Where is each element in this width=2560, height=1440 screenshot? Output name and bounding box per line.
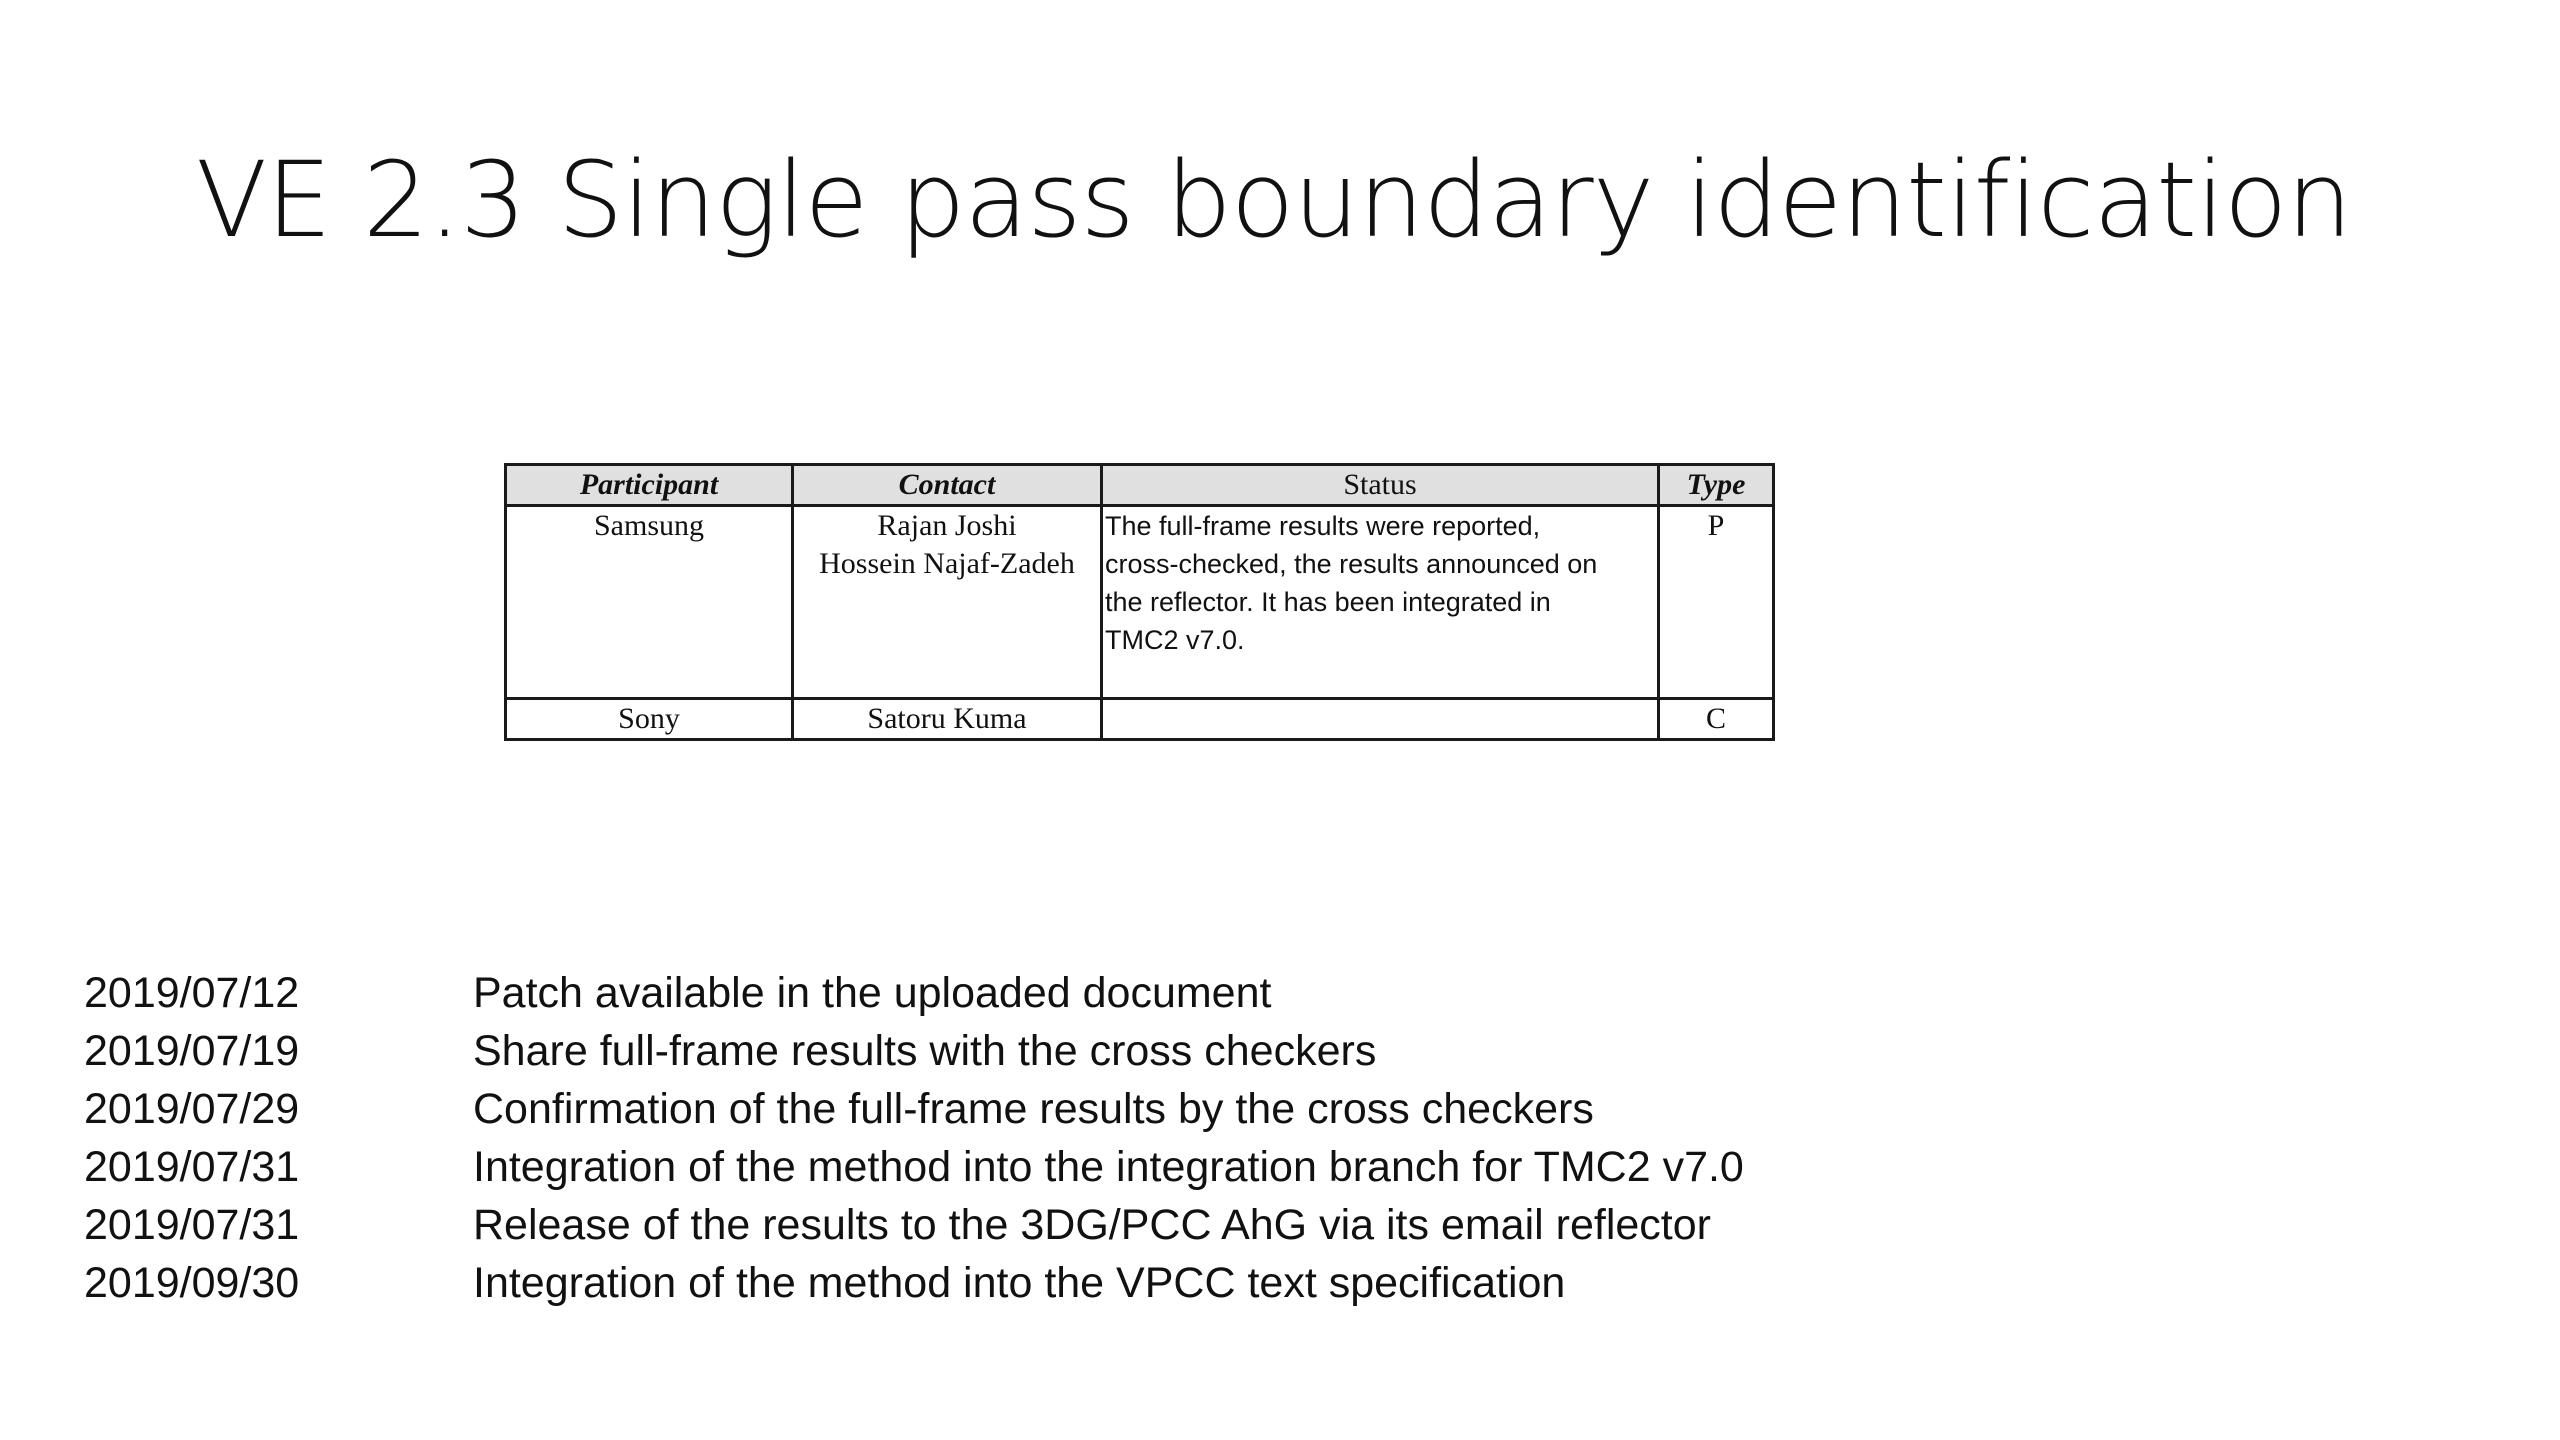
timeline-text: Share full-frame results with the cross checkers bbox=[473, 1027, 1377, 1075]
timeline-item bbox=[84, 1254, 1744, 1312]
status-line: the reflector. It has been integrated in bbox=[1105, 587, 1551, 617]
timeline-date: 2019/09/30 bbox=[84, 1259, 300, 1307]
header-contact: Contact bbox=[793, 465, 1102, 506]
contact-name: Hossein Najaf-Zadeh bbox=[819, 547, 1075, 580]
timeline-date: 2019/07/31 bbox=[84, 1201, 300, 1249]
timeline-date: 2019/07/12 bbox=[84, 969, 300, 1017]
timeline-item bbox=[84, 1138, 1744, 1196]
timeline-text: Integration of the method into the VPCC text specification bbox=[473, 1259, 1566, 1307]
participant-cell: Samsung bbox=[506, 506, 793, 699]
status-line: cross-checked, the results announced on bbox=[1105, 549, 1598, 579]
timeline-date: 2019/07/31 bbox=[84, 1143, 300, 1191]
type-cell: P bbox=[1659, 506, 1774, 699]
status-cell bbox=[1102, 506, 1659, 699]
header-status: Status bbox=[1102, 465, 1659, 506]
status-line: The full-frame results were reported, bbox=[1105, 511, 1541, 541]
header-participant: Participant bbox=[506, 465, 793, 506]
timeline-item bbox=[84, 1196, 1744, 1254]
table-row bbox=[506, 506, 1774, 699]
contact-cell: Satoru Kuma bbox=[793, 699, 1102, 740]
status-line: TMC2 v7.0. bbox=[1105, 625, 1245, 655]
timeline-item bbox=[84, 964, 1744, 1022]
timeline-text: Release of the results to the 3DG/PCC AhG via its email reflector bbox=[473, 1201, 1711, 1249]
timeline-item bbox=[84, 1080, 1744, 1138]
timeline-text: Patch available in the uploaded document bbox=[473, 969, 1272, 1017]
contact-cell bbox=[793, 506, 1102, 699]
timeline-text: Confirmation of the full-frame results by the cross checkers bbox=[473, 1085, 1594, 1133]
timeline-list bbox=[84, 964, 1744, 1312]
slide-title: VE 2.3 Single pass boundary identification bbox=[196, 139, 2352, 261]
timeline-item bbox=[84, 1022, 1744, 1080]
status-cell bbox=[1102, 699, 1659, 740]
type-cell: C bbox=[1659, 699, 1774, 740]
timeline-date: 2019/07/29 bbox=[84, 1085, 300, 1133]
participant-cell: Sony bbox=[506, 699, 793, 740]
contact-name: Rajan Joshi bbox=[877, 509, 1017, 542]
participants-table bbox=[504, 463, 1775, 741]
timeline-date: 2019/07/19 bbox=[84, 1027, 300, 1075]
table-header-row bbox=[506, 465, 1774, 506]
table-row bbox=[506, 699, 1774, 740]
header-type: Type bbox=[1659, 465, 1774, 506]
timeline-text: Integration of the method into the integration branch for TMC2 v7.0 bbox=[473, 1143, 1744, 1191]
